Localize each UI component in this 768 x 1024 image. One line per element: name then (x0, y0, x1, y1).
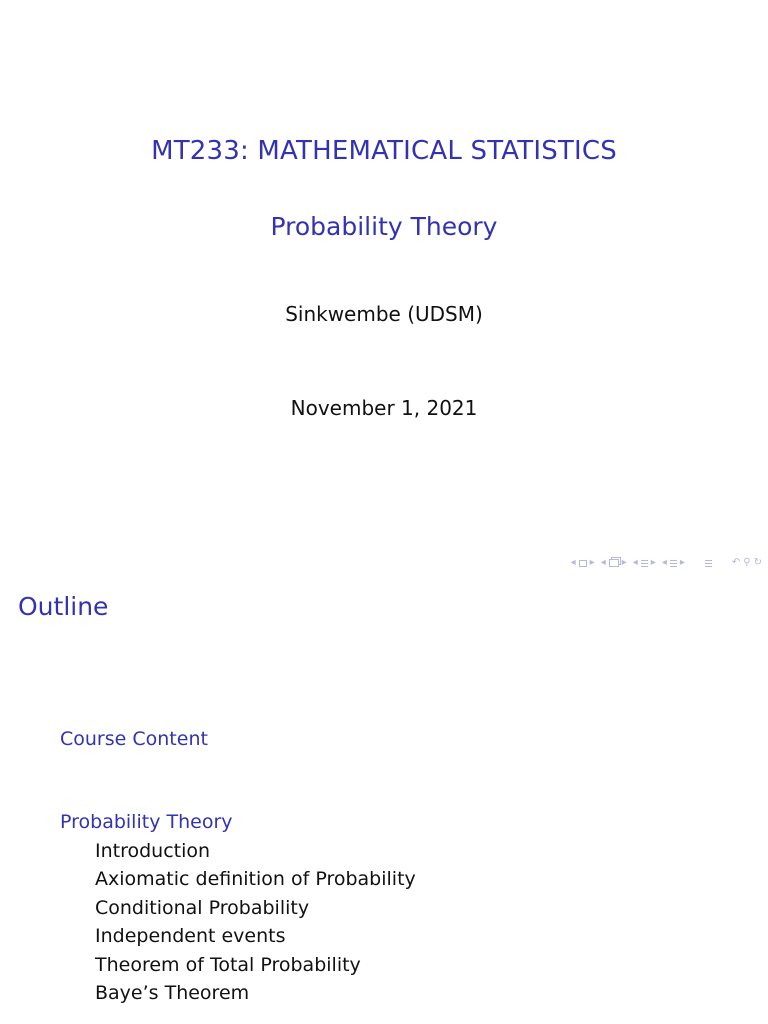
presentation-subtitle: Probability Theory (270, 212, 498, 241)
nav-doc-icon[interactable]: ◂ ▸ (661, 557, 685, 568)
frame-title: Outline (18, 592, 109, 621)
toc-section-probability-theory[interactable]: Probability Theory (60, 811, 233, 833)
navigation-bar (571, 557, 762, 569)
toc-subsection-conditional-probability[interactable]: Conditional Probability (95, 897, 310, 919)
nav-frame-icon[interactable]: ◂ ▸ (570, 557, 595, 568)
nav-subsection-icon[interactable]: ◂ ▸ (600, 557, 627, 568)
nav-forward-icon[interactable]: ↻ (753, 557, 762, 568)
nav-align-icon[interactable] (705, 560, 712, 567)
toc-subsection-bayes-theorem[interactable]: Baye’s Theorem (95, 982, 250, 1004)
outline-slide (0, 576, 768, 1024)
presentation-title: MT233: MATHEMATICAL STATISTICS (151, 136, 617, 166)
presentation-date: November 1, 2021 (290, 396, 478, 420)
toc-subsection-independent-events[interactable]: Independent events (95, 925, 286, 947)
nav-search-group (732, 557, 762, 569)
toc-subsection-total-probability[interactable]: Theorem of Total Probability (95, 954, 361, 976)
nav-section-icon[interactable]: ◂ ▸ (632, 557, 656, 568)
nav-search-icon[interactable]: ⚲ (743, 557, 751, 568)
toc-section-course-content[interactable]: Course Content (60, 728, 208, 750)
toc-subsection-introduction[interactable]: Introduction (95, 840, 211, 862)
toc-subsection-axiomatic-definition[interactable]: Axiomatic definition of Probability (95, 868, 416, 890)
nav-back-icon[interactable]: ↶ (731, 557, 741, 568)
presentation-author: Sinkwembe (UDSM) (285, 302, 483, 326)
